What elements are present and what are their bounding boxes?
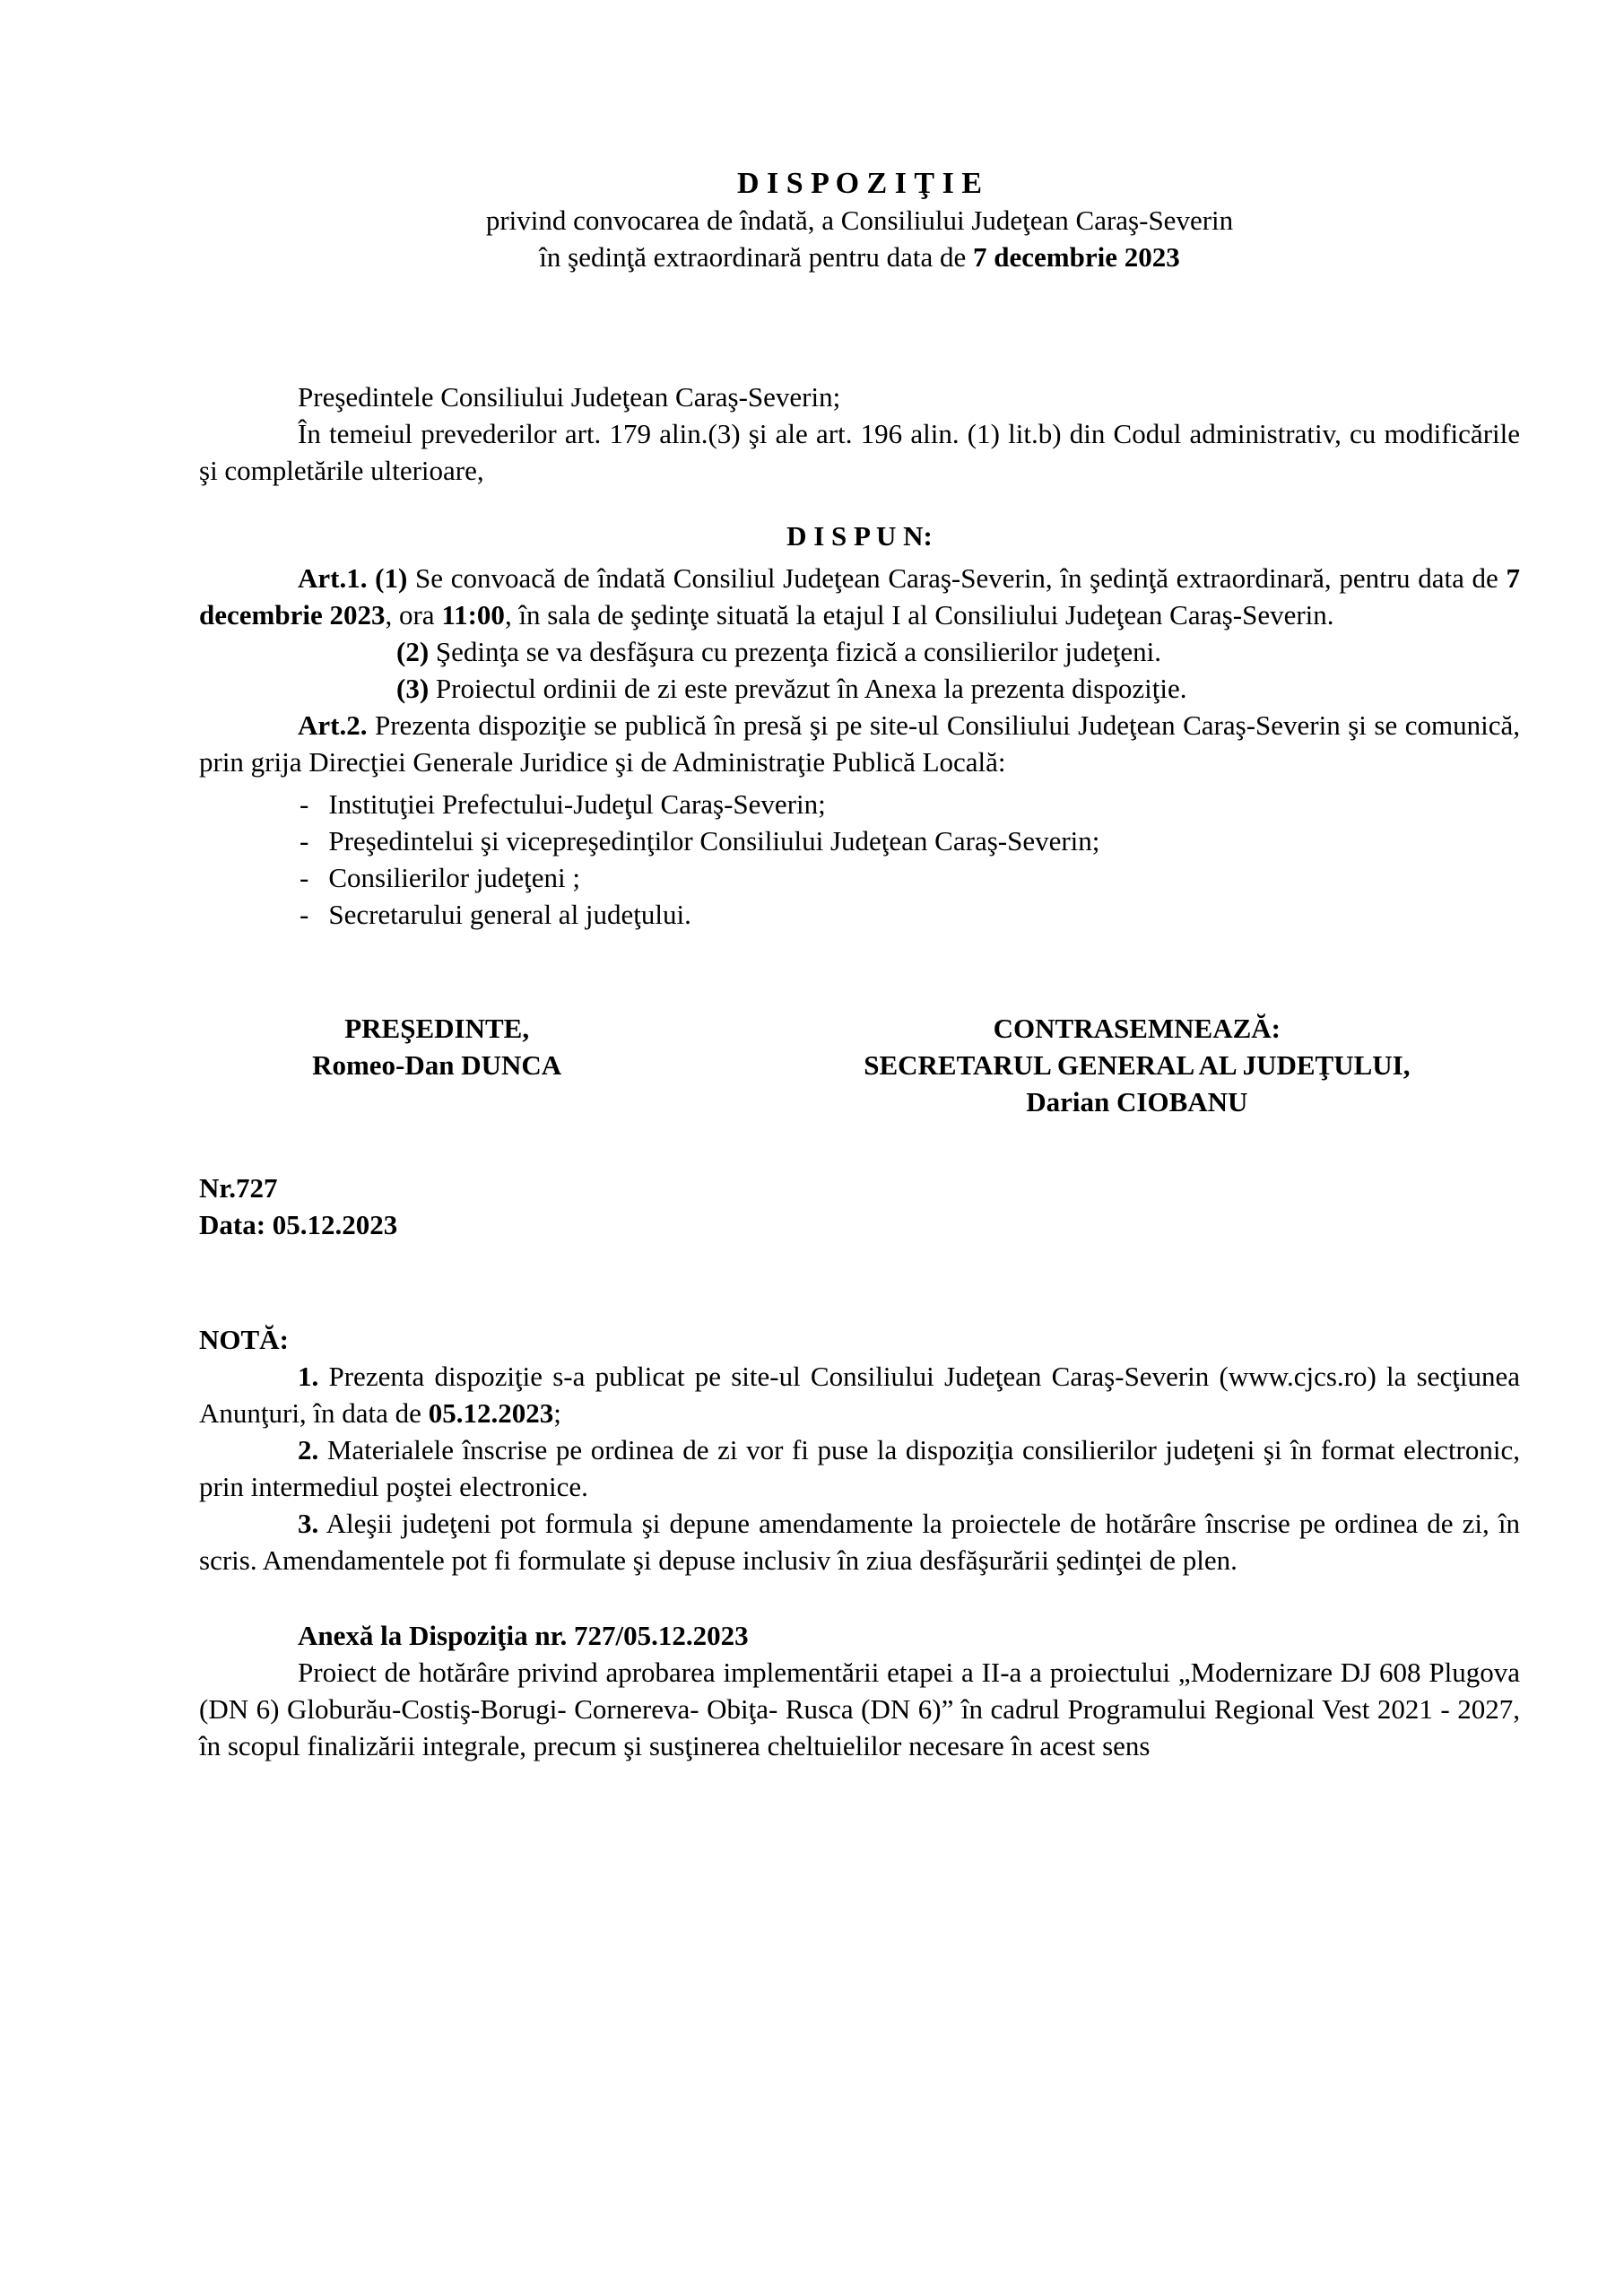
text-segment: Prezenta dispoziţie se publică în presă şi pe site-ul Consiliului Judeţean Caraş-Severin şi se comunică, prin grija Direcţiei Generale Juridice şi de Administraţie Publică Locală:: [199, 709, 1520, 778]
text-segment: Se convoacă de îndată Consiliul Judeţean Caraş-Severin, în şedinţă extraordinară, pentru data de: [407, 562, 1507, 594]
text-segment: , în sala de şedinţe situată la etajul I al Consiliului Judeţean Caraş-Severin.: [504, 599, 1334, 631]
countersign-name: Darian CIOBANU: [1026, 1086, 1248, 1118]
bold-text-segment: 7 decembrie 2023: [973, 241, 1180, 273]
recipient-item-3: [199, 859, 1520, 896]
text-segment: ;: [553, 1397, 561, 1429]
dash-bullet: -: [300, 825, 309, 857]
doc-title: D I S P O Z I Ţ I E: [736, 167, 983, 200]
dash-bullet: -: [300, 862, 309, 893]
bold-text-segment: 11:00: [441, 599, 505, 631]
bold-text-segment: Art.1. (1): [298, 562, 408, 594]
recipient-text: Preşedintelui şi vicepreşedinţilor Consiliului Judeţean Caraş-Severin;: [328, 825, 1100, 857]
preamble-line2: În temeiul prevederilor art. 179 alin.(3) şi ale art. 196 alin. (1) lit.b) din Codul administrativ, cu modificările şi completările ulterioare,: [199, 418, 1520, 486]
signature-block: [199, 1010, 1520, 1120]
document-number: Nr.727: [199, 1172, 278, 1204]
recipient-item-4: [199, 896, 1520, 933]
text-segment: în şedinţă extraordinară pentru data de: [539, 241, 974, 273]
doc-subtitle-line2: [199, 239, 1520, 275]
bold-text-segment: 2.: [298, 1434, 319, 1465]
nota-heading: NOTĂ:: [199, 1324, 289, 1355]
president-signature: [199, 1010, 674, 1120]
countersign-title: CONTRASEMNEAZĂ:: [993, 1013, 1281, 1044]
bold-text-segment: 1.: [298, 1361, 319, 1392]
countersign-signature: [754, 1010, 1520, 1120]
text-segment: Proiectul ordinii de zi este prevăzut în Anexa la prezenta dispoziţie.: [429, 673, 1187, 704]
nota-item-3: [199, 1505, 1520, 1578]
article-1-paragraph-1: [199, 560, 1520, 633]
recipient-item-2: [199, 822, 1520, 859]
nota-item-1: [199, 1358, 1520, 1431]
countersign-role: SECRETARUL GENERAL AL JUDEŢULUI,: [864, 1049, 1411, 1081]
bold-text-segment: (2): [396, 636, 430, 667]
bold-text-segment: 05.12.2023: [428, 1397, 554, 1429]
bold-text-segment: (3): [396, 673, 430, 704]
president-name: Romeo-Dan DUNCA: [312, 1049, 562, 1081]
text-segment: Şedinţa se va desfăşura cu prezenţa fizică a consilierilor judeţeni.: [429, 636, 1161, 667]
article-1-paragraph-2: [199, 633, 1520, 670]
bold-text-segment: 3.: [298, 1508, 319, 1539]
anexa-heading: Anexă la Dispoziţia nr. 727/05.12.2023: [298, 1620, 749, 1651]
recipient-text: Instituţiei Prefectului-Judeţul Caraş-Severin;: [328, 788, 826, 820]
preamble: [199, 378, 1520, 489]
recipient-text: Secretarului general al judeţului.: [328, 899, 691, 930]
registration-block: [199, 1170, 1520, 1243]
recipient-text: Consilierilor judeţeni ;: [328, 862, 581, 893]
dispun-heading: D I S P U N:: [786, 520, 933, 552]
dash-bullet: -: [300, 899, 309, 930]
text-segment: Aleşii judeţeni pot formula şi depune amendamente la proiectele de hotărâre înscrise pe ordinea de zi, în scris. Amendamentele pot fi formulate şi depuse inclusiv în ziua desfăşurării şedinţei de plen.: [199, 1508, 1520, 1576]
recipient-list: [199, 786, 1520, 933]
president-title: PREŞEDINTE,: [344, 1013, 530, 1044]
anexa-body: Proiect de hotărâre privind aprobarea implementării etapei a II-a a proiectului „Modernizare DJ 608 Plugova (DN 6) Globurău-Costiş-Borugi- Cornereva- Obiţa- Rusca (DN 6)” în cadrul Programului Regional Vest 2021 - 2027, în scopul finalizării integrale, precum şi susţinerea cheltuielilor necesare în acest sens: [199, 1657, 1520, 1761]
text-segment: , ora: [385, 599, 442, 631]
recipient-item-1: [199, 786, 1520, 822]
bold-text-segment: 7 decembrie 2023: [199, 562, 1520, 631]
article-2-paragraph: [199, 707, 1520, 780]
article-1-paragraph-3: [199, 670, 1520, 707]
document-date: Data: 05.12.2023: [199, 1209, 398, 1240]
preamble-line1: Preşedintele Consiliului Judeţean Caraş-Severin;: [298, 381, 841, 413]
dash-bullet: -: [300, 788, 309, 820]
text-segment: Prezenta dispoziţie s-a publicat pe site-ul Consiliului Judeţean Caraş-Severin (www.cjcs.ro) la secţiunea Anunţuri, în data de: [199, 1361, 1520, 1429]
text-segment: Materialele înscrise pe ordinea de zi vor fi puse la dispoziţia consilierilor judeţeni şi în format electronic, prin intermediul poştei electronice.: [199, 1434, 1520, 1502]
nota-item-2: [199, 1431, 1520, 1505]
bold-text-segment: Art.2.: [298, 709, 368, 741]
doc-subtitle-line1: privind convocarea de îndată, a Consiliului Judeţean Caraş-Severin: [485, 204, 1234, 236]
